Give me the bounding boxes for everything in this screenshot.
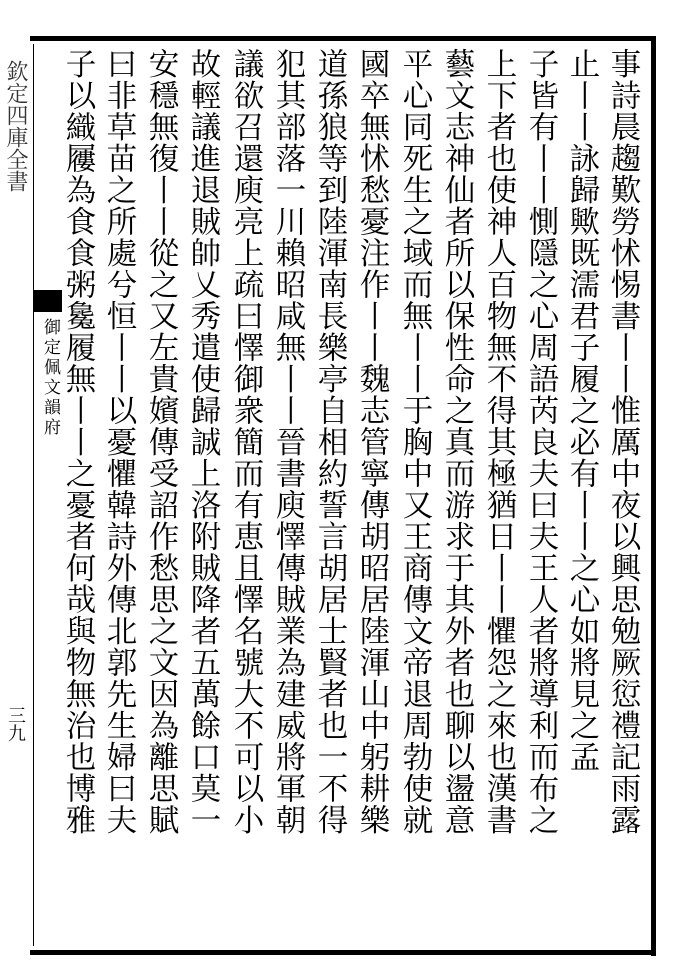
page-number: 三九: [5, 706, 26, 742]
text-column-1: 事詩晨趨歎勞怵惕書丨丨惟厲中夜以興思勉厥愆禮記雨露: [605, 48, 640, 836]
text-column-3: 子皆有丨丨惻隱之心周語芮良夫曰夫王人者將導利而布之: [523, 48, 558, 836]
text-column-14: 子以織屨為食食粥毚履無丨丨之憂者何哉與物無治也博雅: [60, 48, 95, 836]
text-column-5: 藝文志神仙者所以保性命之真而游求于其外者也聊以盪意: [439, 48, 474, 836]
text-column-11: 故輕議進退賊帥乂秀遣使歸誠上洛附賊降者五萬餘口莫一: [185, 48, 220, 836]
text-column-4: 上下者也使神人百物無不得其極猶日丨丨懼怨之來也漢書: [481, 48, 516, 836]
text-column-10: 議欲召還庾亮上疏曰懌御衆簡而有恵且懌名號大不可以小: [228, 48, 263, 836]
text-column-12: 安穩無復丨丨從之又左貴嬪傳受詔作愁思之文因為離思賦: [143, 48, 178, 836]
text-column-7: 國卒無怵愁憂注作丨丨魏志管寧傳胡昭居陸渾山中躬耕樂: [354, 48, 389, 836]
border-right: [651, 36, 656, 956]
text-column-9: 犯其部落一川賴昭咸無丨丨晉書庾懌傳賊業為建威將軍朝: [270, 48, 305, 836]
text-column-6: 平心同死生之域而無丨丨于胸中又王商傳文帝退周勃使就: [397, 48, 432, 836]
spine-title: 欽定四庫全書: [3, 60, 28, 192]
border-bottom: [30, 950, 656, 955]
text-column-8: 道孫狼等到陸渾南長樂亭自相約誓言胡居士賢者也一不得: [312, 48, 347, 836]
text-column-13: 曰非草苗之所處兮恒丨丨以憂懼韓詩外傳北郭先生婦曰夫: [101, 48, 136, 836]
border-top: [30, 36, 656, 41]
border-inner-left: [33, 44, 34, 946]
text-column-2: 止丨丨詠歸歟既濡君子履之必有丨丨之心如將見之孟: [564, 48, 599, 773]
edition-label: 御定佩文韻府: [40, 318, 60, 438]
